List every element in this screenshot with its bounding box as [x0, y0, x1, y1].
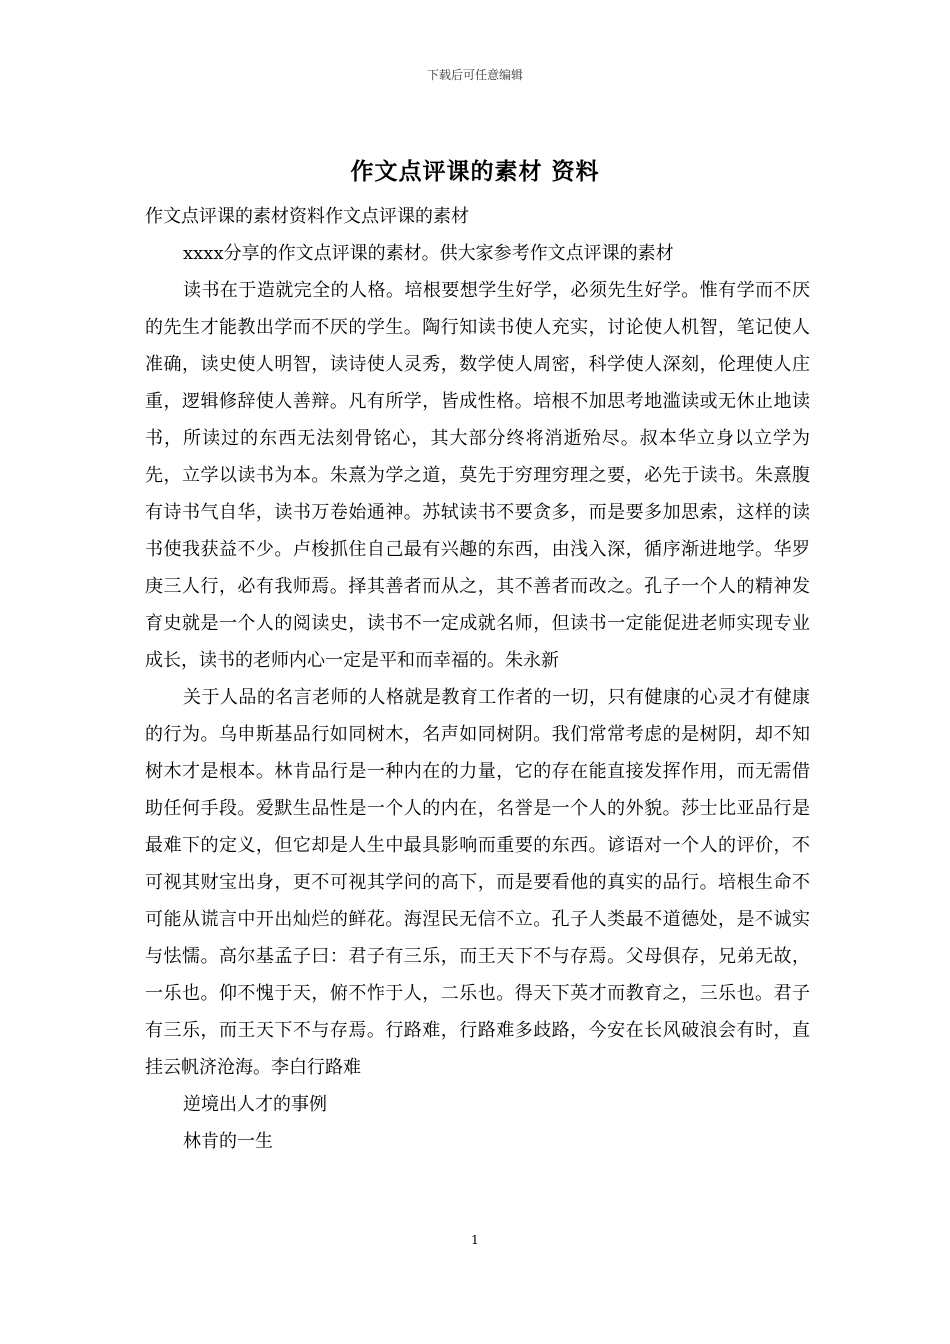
paragraph-reading-quotes: 读书在于造就完全的人格。培根要想学生好学，必须先生好学。惟有学而不厌的先生才能教出学而不厌的学生。陶行知读书使人充实，讨论使人机智，笔记使人准确，读史使人明智，读诗使人灵秀，数学使人周密，科学使人深刻，伦理使人庄重，逻辑修辞使人善辩。凡有所学，皆成性格。培根不加思考地滥读或无休止地读书，所读过的东西无法刻骨铭心，其大部分终将消逝殆尽。叔本华立身以立学为先，立学以读书为本。朱熹为学之道，莫先于穷理穷理之要，必先于读书。朱熹腹有诗书气自华，读书万卷始通神。苏轼读书不要贪多，而是要多加思索，这样的读书使我获益不少。卢梭抓住自己最有兴趣的东西，由浅入深，循序渐进地学。华罗庚三人行，必有我师焉。择其善者而从之，其不善者而改之。孔子一个人的精神发育史就是一个人的阅读史，读书不一定成就名师，但读书一定能促进老师实现专业成长，读书的老师内心一定是平和而幸福的。朱永新 — [145, 280, 810, 671]
paragraph-heading-adversity: 逆境出人才的事例 — [183, 1094, 327, 1115]
document-title: 作文点评课的素材 资料 — [350, 158, 600, 185]
paragraph-subtitle: 作文点评课的素材资料作文点评课的素材 — [145, 206, 469, 227]
paragraph-heading-lincoln: 林肯的一生 — [183, 1131, 273, 1152]
paragraph-intro: xxxx分享的作文点评课的素材。供大家参考作文点评课的素材 — [183, 243, 674, 264]
page-number: 1 — [471, 1233, 479, 1247]
page-header: 下载后可任意编辑 — [426, 68, 523, 82]
paragraph-character-quotes: 关于人品的名言老师的人格就是教育工作者的一切，只有健康的心灵才有健康的行为。乌申斯基品行如同树木，名声如同树阴。我们常常考虑的是树阴，却不知树木才是根本。林肯品行是一种内在的力量，它的存在能直接发挥作用，而无需借助任何手段。爱默生品性是一个人的内在，名誉是一个人的外貌。莎士比亚品行是最难下的定义，但它却是人生中最具影响而重要的东西。谚语对一个人的评价，不可视其财宝出身，更不可视其学问的高下，而是要看他的真实的品行。培根生命不可能从谎言中开出灿烂的鲜花。海涅民无信不立。孔子人类最不道德处，是不诚实与怯懦。高尔基孟子曰：君子有三乐，而王天下不与存焉。父母俱存，兄弟无故，一乐也。仰不愧于天，俯不怍于人，二乐也。得天下英才而教育之，三乐也。君子有三乐，而王天下不与存焉。行路难，行路难多歧路，今安在长风破浪会有时，直挂云帆济沧海。李白行路难 — [145, 687, 810, 1078]
document-body — [145, 198, 810, 1160]
